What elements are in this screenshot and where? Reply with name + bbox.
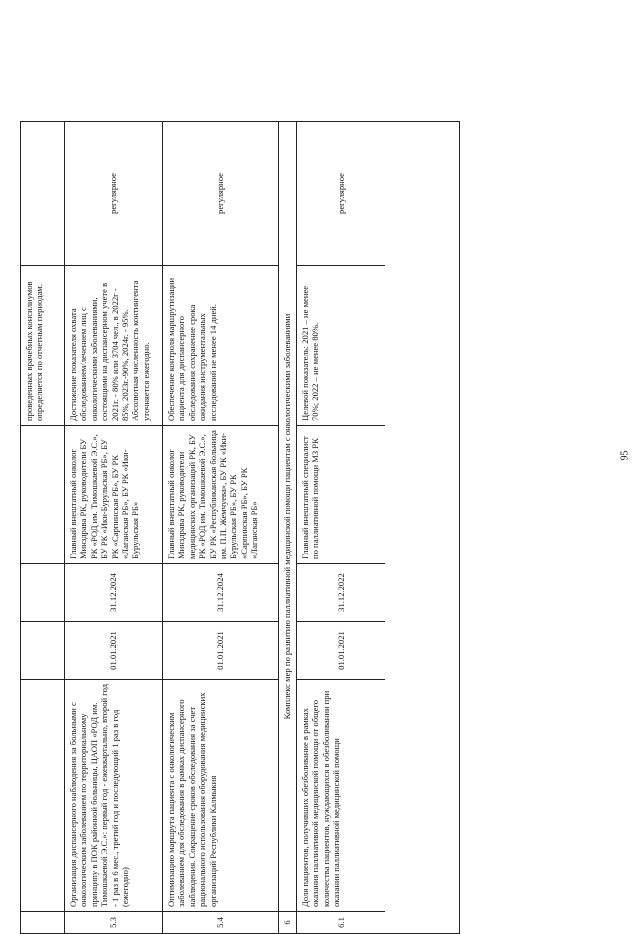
responsible-text: Главный внештатный онколог Минздрава РК, руководители медицинских организаций РК, БУ РК «РОД им. Тимошкаевой Э.С.», БУ РК «Республиканская больница им. П.П. Жемчуева», БУ РК «Ики-Бурульская РБ», БУ РК «Сарпинская РБ», БУ РК «Лаганская РБ»: [163, 425, 278, 563]
row-number: 5.4: [163, 911, 278, 933]
result-text: Достижение показателя охвата обследованием/лечением лиц с онкологическими заболеваниями, состоящими на диспансерном учете в 2021г. - 80% или 3704 чел., в 2022г - 85%, 2023г.-90%, 2024г. - 95%. Абсолютная численность контингента уточняется ежегодно.: [65, 265, 162, 425]
table-row: [65, 122, 163, 933]
end-date: 31.12.2022: [297, 563, 385, 621]
page-number: 95: [619, 450, 631, 461]
measure-text: Оптимизацию маршрута пациента с онкологическим заболеванием для обследования в рамках диспансерного наблюдения. Сокращение сроков обследования за счет рационального использования оборудования медицинских организаций Республики Калмыкия: [163, 679, 278, 911]
row-number: 5.3: [65, 911, 162, 933]
end-date: 31.12.2024: [163, 563, 278, 621]
row-number: 6.1: [297, 911, 385, 933]
responsible-text: Главный внештатный онколог Минздрава РК, руководители БУ РК «РОД им. Тимошкаевой Э.С.», БУ РК «Ики-Бурульская РБ», БУ РК «Сарпинская РБ», БУ РК «Лаганская РБ», БУ РК «Ики-Бурульская РБ»: [65, 425, 162, 563]
plan-table: [20, 121, 460, 934]
type-text: регулярное: [215, 173, 226, 214]
start-date: 01.01.2021: [65, 621, 162, 679]
start-date: 01.01.2021: [163, 621, 278, 679]
section-title: Комплекс мер по развитию паллиативной медицинской помощи пациентам с онкологическими заболеваниями: [282, 313, 293, 720]
start-date: 01.01.2021: [297, 621, 385, 679]
type-text: регулярное: [335, 173, 346, 214]
table-row-continuation: [21, 122, 65, 933]
section-number: 6: [279, 911, 296, 933]
section-header: [279, 122, 297, 933]
end-date: 31.12.2024: [65, 563, 162, 621]
type-text: регулярное: [108, 173, 119, 214]
result-text: Обеспечение контроля маршрутизации пациента для диспансерного обследования сохранение срока ожидания инструментальных исследований не менее 14 дней.: [163, 265, 278, 425]
table-row: [297, 122, 385, 933]
table-row: [163, 122, 279, 933]
continuation-text: проведенных врачебных консилиумов определяется по отчетным периодам.: [21, 265, 64, 425]
measure-text: Доля пациентов, получивших обезболивание в рамках оказания паллиативной медицинской помощи от общего количества пациентов, нуждающихся в обезболивании при оказании паллиативной медицинской помощи: [297, 679, 385, 911]
responsible-text: Главный внештатный специалист по паллиативной помощи МЗ РК: [297, 425, 385, 563]
measure-text: Организация диспансерного наблюдения за больными с онкологическим заболеванием по территориальному принципу в ПОК районной больницы, ЦАОП «РОД им. Тимошкаевой Э.С.»: первый год - ежеквартально, второй год - 1 раз в 6 мес., третий год и последующий 1 раз в год (ежегодно): [65, 679, 162, 911]
result-text: Целевой показатель: 2021 – не менее 70%; 2022 – не менее 80%.: [297, 265, 385, 425]
